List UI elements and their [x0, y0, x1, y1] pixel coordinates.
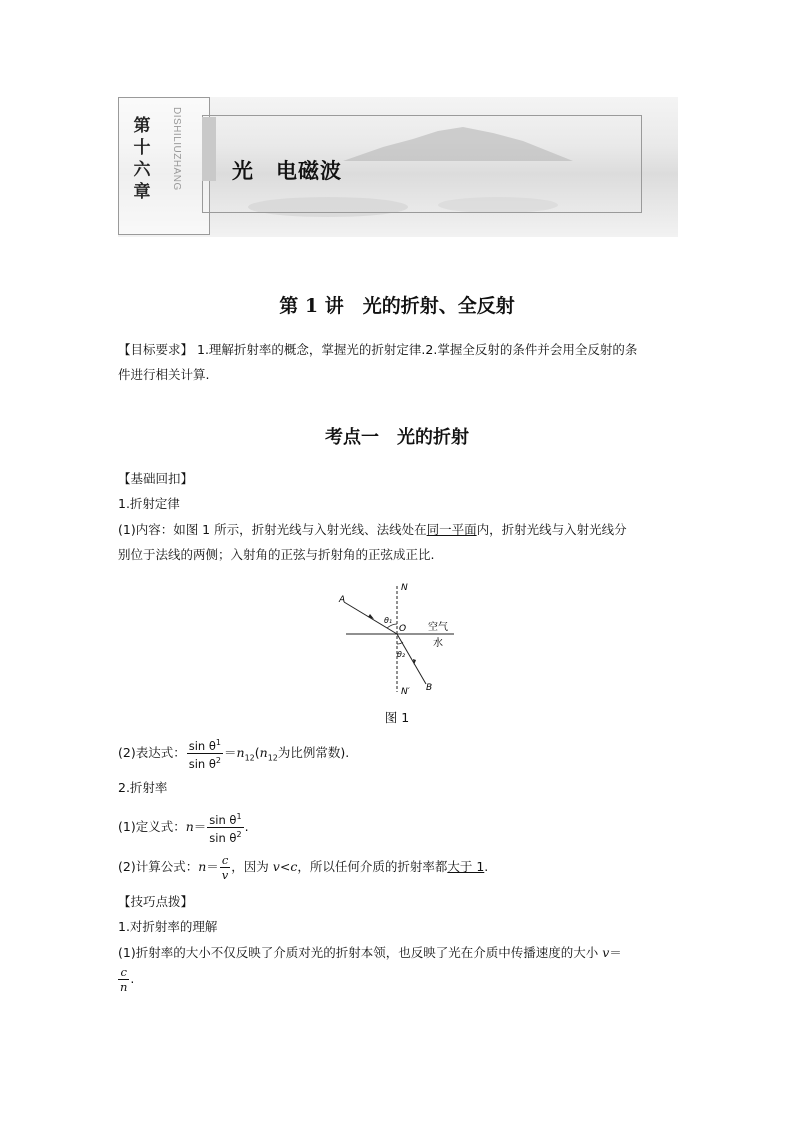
def-eq: ＝ — [193, 818, 207, 834]
chapter-banner — [118, 97, 678, 237]
calc-end: . — [484, 859, 489, 874]
definition-line — [118, 810, 680, 845]
label-A: A — [339, 595, 346, 605]
objectives — [118, 337, 680, 387]
skills-end: . — [130, 971, 135, 986]
n-symbol-2: n — [259, 744, 268, 760]
calc-v: v — [221, 868, 229, 882]
basics-block — [118, 466, 680, 567]
label-air: 空气 — [428, 622, 448, 633]
n12-sub-2: 12 — [267, 753, 278, 763]
label-theta1: θ₁ — [384, 616, 393, 625]
skills-block — [118, 889, 680, 994]
def-end: . — [244, 818, 249, 834]
refracted-ray — [397, 634, 426, 684]
expression-line — [118, 736, 680, 771]
n-symbol: n — [236, 744, 245, 760]
lesson-title: 第 1 讲 光的折射、全反射 — [279, 295, 515, 317]
figure-caption: 图 1 — [384, 710, 410, 725]
label-B: B — [426, 683, 433, 693]
skills-line1 — [118, 940, 680, 965]
item1-content — [118, 517, 680, 542]
underlined-answer-2: 大于 1 — [447, 859, 485, 874]
calc-mid2: ，所以任何介质的折射率都 — [297, 859, 448, 874]
sin-theta-num: sin θ — [188, 738, 216, 753]
underlined-answer: 同一平面 — [426, 522, 477, 537]
skills-label: 【技巧点拨】 — [118, 894, 194, 909]
def-sub-2: 2 — [236, 829, 242, 839]
label-Nprime: N′ — [401, 687, 410, 697]
item1-title: 1.折射定律 — [118, 496, 180, 511]
skills-eq: ＝ — [609, 945, 622, 960]
item2-title: 2.折射率 — [118, 780, 168, 795]
chapter-title: 光 电磁波 — [232, 159, 342, 183]
label-N: N — [401, 583, 408, 593]
skills-c: c — [118, 965, 129, 980]
label-theta2: θ₂ — [397, 650, 406, 659]
calc-line — [118, 853, 680, 882]
objectives-text-2: 件进行相关计算. — [118, 367, 210, 382]
sub-1: 1 — [215, 738, 221, 747]
sin-theta-den: sin θ — [188, 756, 216, 771]
item1-content-suffix: 内，折射光线与入射光线分 — [476, 522, 627, 537]
chapter-pinyin: DISHILIUZHANG — [171, 107, 182, 191]
item1-content-prefix: (1)内容：如图 1 所示，折射光线与入射光线、法线处在 — [118, 522, 427, 537]
def-n: n — [185, 818, 194, 834]
expr-mid: ( — [254, 744, 260, 760]
expr-prefix: (2)表达式： — [118, 744, 186, 760]
sine-ratio-fraction — [187, 736, 223, 771]
calc-prefix: (2)计算公式： — [118, 859, 199, 874]
calc-mid: ，因为 — [231, 859, 273, 874]
equals-sign: ＝ — [223, 744, 237, 760]
n12-sub: 12 — [244, 753, 255, 763]
v-lt-c: v<c — [272, 859, 298, 874]
label-O: O — [399, 624, 407, 634]
skills-n: n — [120, 980, 128, 994]
calc-c: c — [220, 853, 231, 868]
skills-item1-title: 1.对折射率的理解 — [118, 919, 218, 934]
calc-n: n — [198, 859, 207, 874]
def-sin-den: sin θ — [209, 830, 237, 845]
objectives-label: 【目标要求】 — [118, 342, 194, 357]
sub-2: 2 — [215, 755, 221, 765]
definition-fraction — [207, 810, 243, 845]
def-prefix: (1)定义式： — [118, 818, 186, 834]
section-title: 考点一 光的折射 — [325, 427, 469, 448]
skills-fraction-line — [118, 965, 680, 994]
refraction-figure — [330, 580, 470, 700]
def-sin-num: sin θ — [209, 812, 237, 827]
c-over-v-fraction — [220, 853, 231, 882]
chapter-number: 第十六章 — [133, 116, 151, 202]
skills-v: v — [602, 945, 610, 960]
item1-content-line2: 别位于法线的两侧；入射角的正弦与折射角的正弦成正比. — [118, 547, 435, 562]
basics-label: 【基础回扣】 — [118, 471, 194, 486]
c-over-n-fraction — [118, 965, 129, 994]
calc-eq: ＝ — [206, 859, 219, 874]
label-water: 水 — [433, 638, 443, 649]
expr-suffix: 为比例常数). — [277, 744, 350, 760]
skills-line1-prefix: (1)折射率的大小不仅反映了介质对光的折射本领，也反映了光在介质中传播速度的大小 — [118, 945, 603, 960]
objectives-text-1: 1.理解折射率的概念，掌握光的折射定律.2.掌握全反射的条件并会用全反射的条 — [193, 342, 638, 357]
def-sub-1: 1 — [236, 812, 242, 821]
chapter-title-bar — [202, 117, 216, 181]
